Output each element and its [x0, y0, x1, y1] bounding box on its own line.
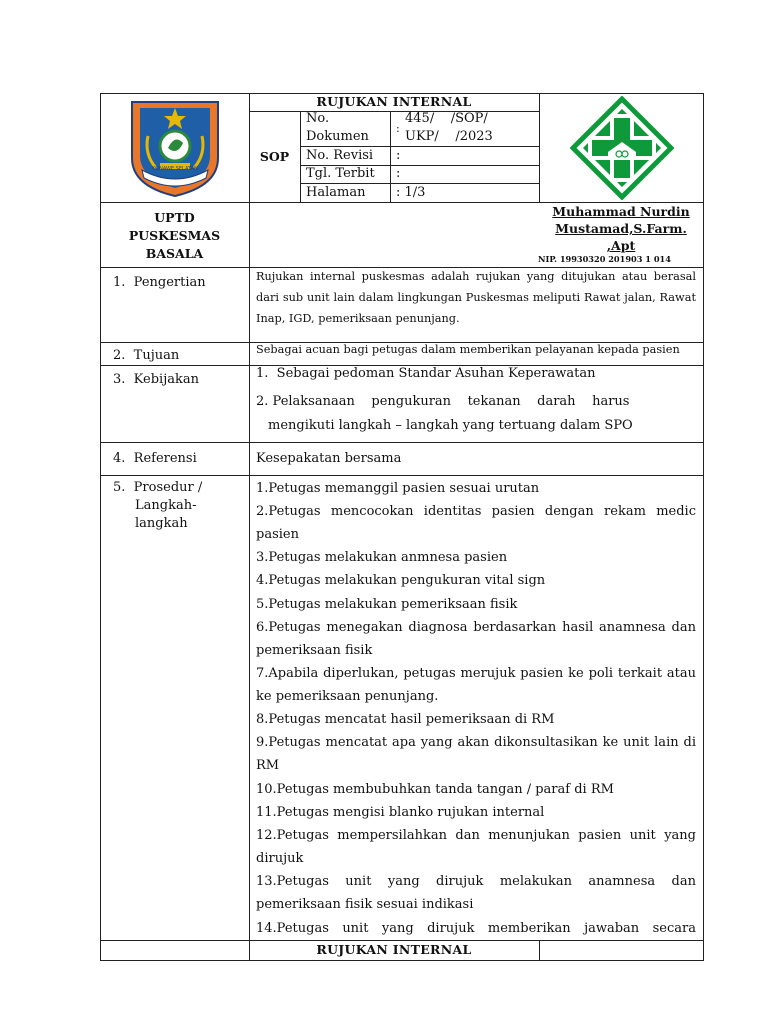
org-name-line-1: UPTD [154, 210, 195, 225]
section-text-referensi: Kesepakatan bersama [256, 451, 402, 466]
field-label-halaman: Halaman [306, 185, 366, 200]
kebijakan-item-2-cont: mengikuti langkah – langkah yang tertuang dalam SPO [268, 418, 633, 433]
field-value-no-dokumen-1: 445/ /SOP/ [405, 111, 488, 126]
field-value-no-revisi: : [396, 148, 401, 163]
section-label-prosedur-1: 5. Prosedur / [113, 480, 203, 495]
field-value-no-dokumen-2: UKP/ /2023 [405, 129, 493, 144]
procedure-step: 12.Petugas mempersilahkan dan menunjukan pasien unit yang dirujuk [256, 828, 696, 867]
signer-name-line-3: ,Apt [606, 238, 636, 253]
regency-emblem-logo [126, 96, 224, 200]
procedure-step: 10.Petugas membubuhkan tanda tangan / paraf di RM [256, 782, 614, 797]
section-label-kebijakan: 3. Kebijakan [113, 372, 199, 387]
procedure-step: 8.Petugas mencatat hasil pemeriksaan di RM [256, 712, 555, 727]
procedure-step: 1.Petugas memanggil pasien sesuai urutan [256, 481, 540, 496]
procedure-step: 14.Petugas unit yang dirujuk memberikan jawaban secara [256, 921, 696, 936]
footer-title: RUJUKAN INTERNAL [316, 942, 472, 957]
procedure-step: 5.Petugas melakukan pemeriksaan fisik [256, 597, 518, 612]
org-name-line-3: BASALA [145, 246, 204, 261]
procedure-step: 9.Petugas mencatat apa yang akan dikonsultasikan ke unit lain di RM [256, 735, 696, 774]
procedure-step: 11.Petugas mengisi blanko rujukan internal [256, 805, 545, 820]
signer-name-line-2: Mustamad,S.Farm. [555, 221, 687, 236]
kebijakan-item-2: 2. Pelaksanaan pengukuran tekanan darah harus [256, 394, 630, 409]
field-label-tgl-terbit: Tgl. Terbit [306, 166, 375, 181]
sop-label: SOP [259, 149, 290, 164]
field-label-no-dokumen-1: No. [306, 111, 330, 126]
section-label-prosedur-2: Langkah- [135, 498, 197, 513]
procedure-step: 4.Petugas melakukan pengukuran vital sign [256, 573, 546, 588]
procedure-step: 3.Petugas melakukan anmnesa pasien [256, 550, 508, 565]
field-label-no-revisi: No. Revisi [306, 148, 374, 163]
emblem-banner-text: KONAWE SELATAN [152, 166, 198, 172]
document-title: RUJUKAN INTERNAL [316, 94, 472, 109]
field-value-halaman: : 1/3 [396, 185, 426, 200]
org-name-line-2: PUSKESMAS [128, 228, 221, 243]
kebijakan-item-1: 1. Sebagai pedoman Standar Asuhan Keperawatan [256, 366, 596, 381]
signer-name-line-1: Muhammad Nurdin [552, 204, 690, 219]
procedure-step: 13.Petugas unit yang dirujuk melakukan anamnesa dan pemeriksaan fisik sesuai indikasi [256, 874, 696, 913]
procedure-step: 2.Petugas mencocokan identitas pasien dengan rekam medic pasien [256, 504, 696, 543]
procedure-step: 7.Apabila diperlukan, petugas merujuk pasien ke poli terkait atau ke pemeriksaan penunjang. [256, 666, 696, 705]
section-label-referensi: 4. Referensi [113, 451, 197, 466]
signer-nip: NIP. 19930320 201903 1 014 [538, 254, 671, 264]
section-label-pengertian: 1. Pengertian [113, 275, 206, 290]
field-colon-no-dokumen: : [396, 122, 400, 135]
section-text-pengertian: Rujukan internal puskesmas adalah rujukan yang ditujukan atau berasal dari sub unit lain dalam lingkungan Puskesmas meliputi Rawat jalan, Rawat Inap, IGD, pemeriksaan penunjang. [256, 270, 696, 325]
field-value-tgl-terbit: : [396, 166, 401, 181]
section-text-tujuan: Sebagai acuan bagi petugas dalam memberikan pelayanan kepada pasien [256, 343, 680, 356]
section-label-tujuan: 2. Tujuan [113, 348, 180, 363]
puskesmas-logo [570, 96, 674, 200]
field-label-no-dokumen-2: Dokumen [306, 129, 369, 144]
section-label-prosedur-3: langkah [135, 516, 188, 531]
procedure-step: 6.Petugas menegakan diagnosa berdasarkan hasil anamnesa dan pemeriksaan fisik [256, 620, 696, 659]
